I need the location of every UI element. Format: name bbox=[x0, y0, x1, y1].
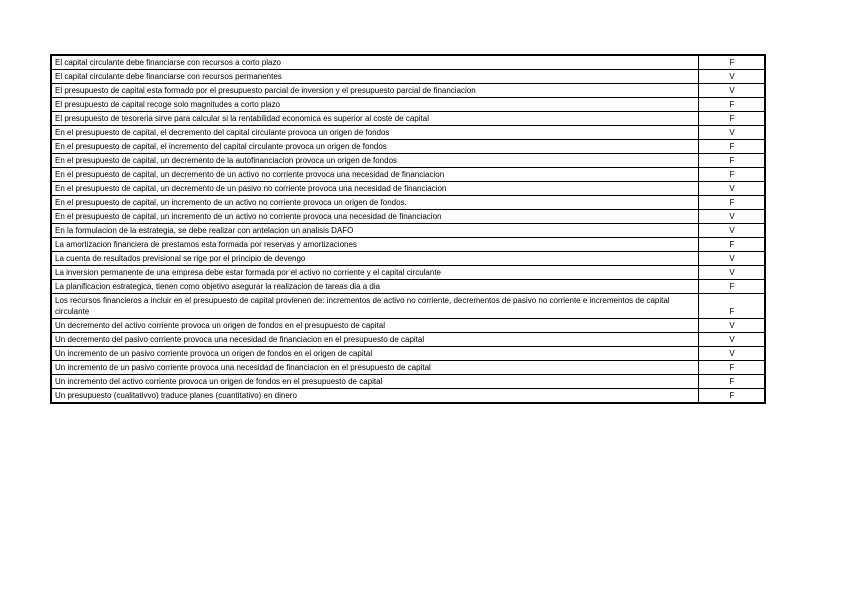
table-row bbox=[51, 70, 765, 84]
statement-cell: Un incremento de un pasivo corriente provoca una necesidad de financiacion en el presupuesto de capital bbox=[51, 361, 699, 375]
statement-cell: Un decremento del pasivo corriente provoca una necesidad de financiacion en el presupuesto de capital bbox=[51, 333, 699, 347]
answer-cell: V bbox=[699, 252, 766, 266]
table-row bbox=[51, 154, 765, 168]
statement-cell: En el presupuesto de capital, el decremento del capital circulante provoca un origen de fondos bbox=[51, 126, 699, 140]
answer-cell: F bbox=[699, 154, 766, 168]
answer-cell: V bbox=[699, 319, 766, 333]
table-row bbox=[51, 168, 765, 182]
statement-cell: Un incremento de un pasivo corriente provoca un origen de fondos en el origen de capital bbox=[51, 347, 699, 361]
statement-cell: El capital circulante debe financiarse con recursos a corto plazo bbox=[51, 55, 699, 70]
table-row bbox=[51, 126, 765, 140]
statement-cell: El presupuesto de capital esta formado por el presupuesto parcial de inversion y el presupuesto parcial de financiacion bbox=[51, 84, 699, 98]
table-row bbox=[51, 280, 765, 294]
table-row bbox=[51, 98, 765, 112]
answer-cell: F bbox=[699, 361, 766, 375]
table-row bbox=[51, 55, 765, 70]
statement-cell: El presupuesto de tesoreria sirve para calcular si la rentabilidad economica es superior al coste de capital bbox=[51, 112, 699, 126]
statement-cell: La cuenta de resultados previsional se rige por el principio de devengo bbox=[51, 252, 699, 266]
statement-cell: En el presupuesto de capital, un incremento de un activo no corriente provoca un origen de fondos. bbox=[51, 196, 699, 210]
answer-cell: F bbox=[699, 140, 766, 154]
answer-cell: V bbox=[699, 266, 766, 280]
answer-cell: V bbox=[699, 333, 766, 347]
answer-cell: V bbox=[699, 84, 766, 98]
table-row bbox=[51, 347, 765, 361]
answer-cell: F bbox=[699, 375, 766, 389]
answer-cell: F bbox=[699, 294, 766, 319]
table-row bbox=[51, 294, 765, 319]
statement-cell: En el presupuesto de capital, un decremento de un activo no corriente provoca una necesidad de financiacion bbox=[51, 168, 699, 182]
answer-cell: V bbox=[699, 210, 766, 224]
statement-cell: El capital circulante debe financiarse con recursos permanentes bbox=[51, 70, 699, 84]
statements-table-body bbox=[51, 55, 765, 403]
table-row bbox=[51, 224, 765, 238]
statement-cell: Los recursos financieros a incluir en el presupuesto de capital provienen de: incrementos de activo no corriente, decrementos de pasivo no corriente e incrementos de capital circulante bbox=[51, 294, 699, 319]
statement-cell: En la formulacion de la estrategia, se debe realizar con antelacion un analisis DAFO bbox=[51, 224, 699, 238]
answer-cell: V bbox=[699, 126, 766, 140]
statement-cell: En el presupuesto de capital, el incremento del capital circulante provoca un origen de fondos bbox=[51, 140, 699, 154]
statement-cell: La amortizacion financiera de prestamos esta formada por reservas y amortizaciones bbox=[51, 238, 699, 252]
table-row bbox=[51, 252, 765, 266]
answer-cell: F bbox=[699, 238, 766, 252]
answer-cell: F bbox=[699, 389, 766, 404]
table-row bbox=[51, 140, 765, 154]
answer-cell: F bbox=[699, 98, 766, 112]
table-row bbox=[51, 333, 765, 347]
statement-cell: En el presupuesto de capital, un incremento de un activo no corriente provoca una necesidad de financiacion bbox=[51, 210, 699, 224]
table-row bbox=[51, 319, 765, 333]
statements-table bbox=[50, 54, 766, 404]
answer-cell: V bbox=[699, 182, 766, 196]
table-row bbox=[51, 266, 765, 280]
table-row bbox=[51, 389, 765, 404]
answer-cell: F bbox=[699, 112, 766, 126]
answer-cell: F bbox=[699, 55, 766, 70]
statement-cell: Un presupuesto (cualitativvo) traduce planes (cuantitativo) en dinero bbox=[51, 389, 699, 404]
answer-cell: F bbox=[699, 280, 766, 294]
answer-cell: F bbox=[699, 196, 766, 210]
statement-cell: En el presupuesto de capital, un decremento de un pasivo no corriente provoca una necesidad de financiacion bbox=[51, 182, 699, 196]
statement-cell: En el presupuesto de capital, un decremento de la autofinanciacion provoca un origen de fondos bbox=[51, 154, 699, 168]
table-row bbox=[51, 238, 765, 252]
answer-cell: F bbox=[699, 168, 766, 182]
statement-cell: La inversion permanente de una empresa debe estar formada por el activo no corriente y el capital circulante bbox=[51, 266, 699, 280]
statement-cell: La planificacion estrategica, tienen como objetivo asegurar la realizacion de tareas dia a dia bbox=[51, 280, 699, 294]
table-row bbox=[51, 361, 765, 375]
true-false-sheet bbox=[50, 54, 764, 404]
table-row bbox=[51, 210, 765, 224]
statement-cell: El presupuesto de capital recoge solo magnitudes a corto plazo bbox=[51, 98, 699, 112]
table-row bbox=[51, 112, 765, 126]
statement-cell: Un decremento del activo corriente provoca un origen de fondos en el presupuesto de capital bbox=[51, 319, 699, 333]
table-row bbox=[51, 196, 765, 210]
answer-cell: V bbox=[699, 347, 766, 361]
table-row bbox=[51, 182, 765, 196]
answer-cell: V bbox=[699, 70, 766, 84]
table-row bbox=[51, 375, 765, 389]
answer-cell: V bbox=[699, 224, 766, 238]
table-row bbox=[51, 84, 765, 98]
statement-cell: Un incremento del activo corriente provoca un origen de fondos en el presupuesto de capital bbox=[51, 375, 699, 389]
